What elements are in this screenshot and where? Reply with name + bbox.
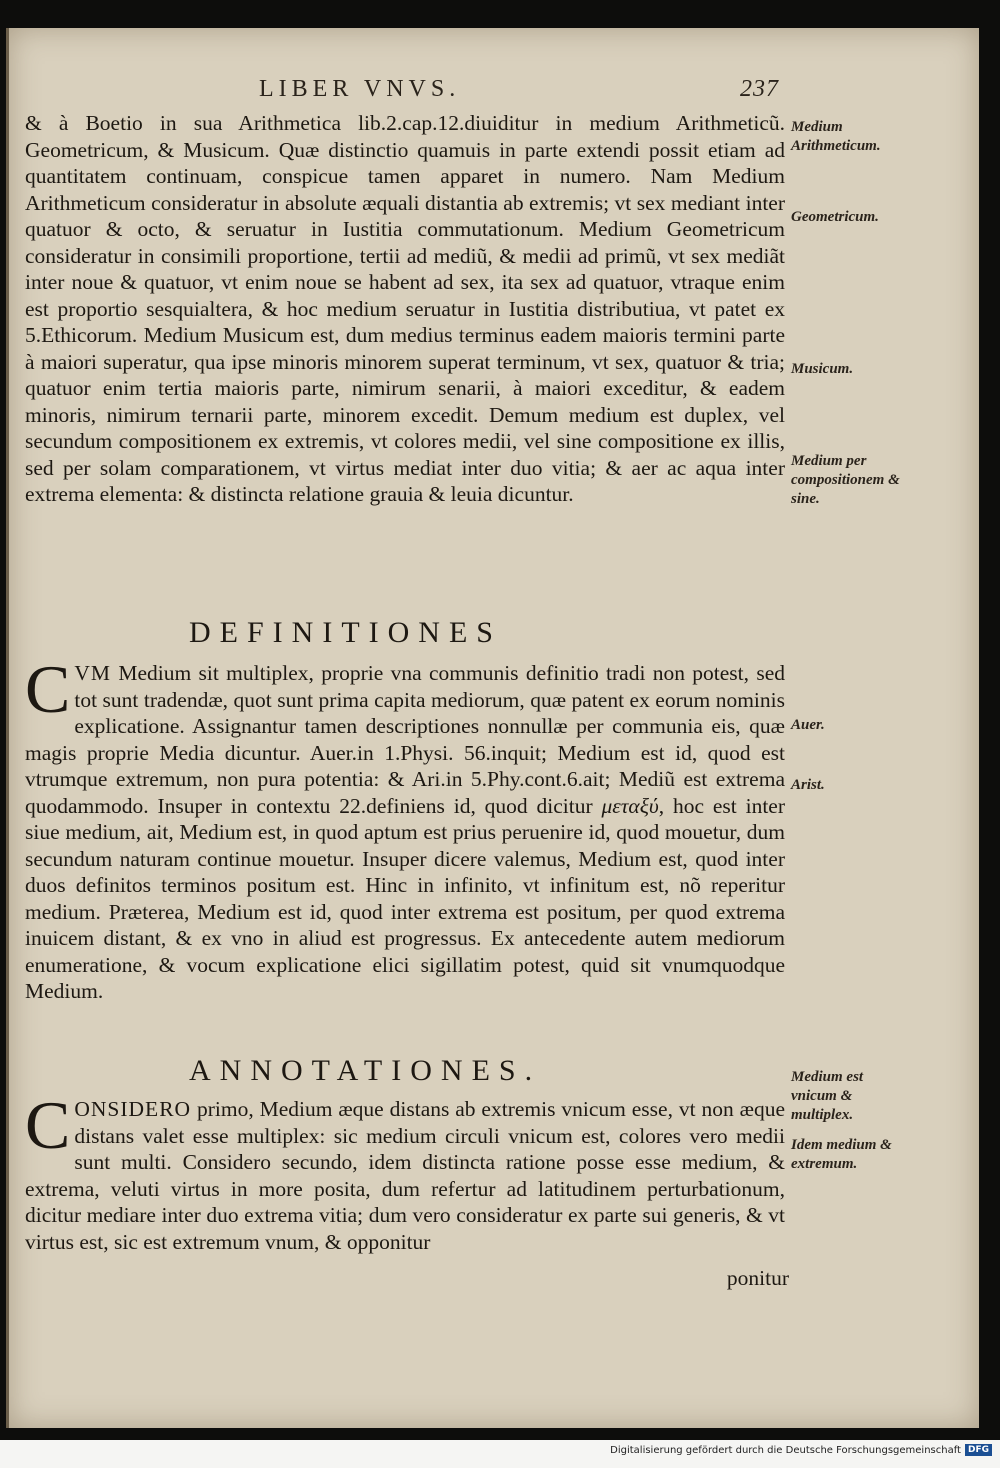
margin-note-musicum: Musicum.: [791, 361, 854, 377]
small-caps-opening: ONSIDERO: [74, 1097, 192, 1121]
margin-note-compositio: Medium per compositionem & sine.: [791, 453, 900, 507]
margin-note-auer: Auer.: [791, 717, 825, 733]
paragraph-annotationes: [25, 1087, 785, 1255]
margin-note-arithmeticum: Medium Arithmeticum.: [791, 119, 881, 154]
margin-note-geometricum: Geometricum.: [791, 209, 879, 225]
running-head-title: LIBER VNVS.: [259, 76, 461, 102]
heading-definitiones: DEFINITIONES: [189, 616, 502, 649]
greek-word: μεταξύ: [601, 793, 659, 818]
margin-note-arist: Arist.: [791, 777, 825, 793]
definitiones-text-b: , hoc est inter siue medium, ait, Medium est, in quod aptum est prius peruenire id, quod mouetur, dum secundum naturam continue mouetur. Insuper dicere valemus, Medium est, quod inter duos definitos terminos positum est. Hinc in infinito, vt infinitum est, nõ reperitur medium. Præterea, Medium est id, quod inter extrema est positum, per quod extrema inuicem distant, & ex vno in aliud est progressus. Ex antecedente autem mediorum enumeratione, & vocum explicatione elici sigillatim potest, quid sit vnumquodque Medium.: [25, 793, 785, 1003]
drop-cap: C: [25, 651, 71, 727]
book-page: [6, 28, 979, 1428]
running-head: [259, 76, 779, 103]
heading-annotationes: ANNOTATIONES.: [189, 1054, 542, 1087]
margin-note-vnicum-multiplex: Medium est vnicum & multiplex.: [791, 1069, 864, 1123]
catchword: ponitur: [726, 1266, 789, 1290]
definitiones-text-a: Medium sit multiplex, proprie vna communis definitio tradi non potest, sed tot sunt tradendæ, quot sunt prima capita mediorum, quæ patent ex eorum nominis explicatione. Assignantur tamen descriptiones nonnullæ per communia eis, quæ magis proprie Media dicuntur. Auer.in 1.Physi. 56.inquit; Medium est id, quod est vtrumque extremum, non pura potentia: & Ari.in 5.Phy.cont.6.ait; Mediũ est extrema quodammodo. Insuper in contextu 22.definiens id, quod dicitur: [25, 661, 785, 818]
paragraph-medium-divisions: & à Boetio in sua Arithmetica lib.2.cap.12.diuiditur in medium Arithmeticũ. Geometricum, & Musicum. Quæ distinctio quamuis in parte extendi possit etiam ad quantitatem continuam, conspicue tamen apparet in numero. Nam Medium Arithmeticum consideratur in absolute æquali distantia ab extremis; vt sex mediant inter quatuor & octo, & seruatur in Iustitia commutationum. Medium Geometricum consideratur in consimili proportione, tertii ad mediũ, & medii ad primũ, vt sex mediãt inter noue & quatuor, vt enim noue se habent ad sex, ita sex ad quatuor, vtraque enim est proportio sesquialtera, & hoc medium seruatur in Iustitia distributiua, vt patet ex 5.Ethicorum. Medium Musicum est, dum medius terminus eadem maioris termini parte à maiori superatur, qua ipse minoris minorem superat terminum, vt sex, quatuor & tria; quatuor enim tertia maioris parte, nimirum senarii, à maiori exceditur, & eadem minoris, nimirum ternarii parte, minorem excedit. Demum medium est duplex, vel secundum compositionem ex extremis, vt colores medii, vel sine compositione ex illis, sed per solam comparationem, vt virtus mediat inter duo vitia; & aer ac aqua inter extrema elementa: & distincta relatione grauia & leuia dicuntur.: [25, 111, 785, 506]
small-caps-opening: VM: [74, 661, 112, 685]
paragraph-definitiones: [25, 651, 785, 1005]
footer-text: Digitalisierung gefördert durch die Deutsche Forschungsgemeinschaft: [610, 1444, 961, 1456]
drop-cap: C: [25, 1087, 71, 1163]
margin-note-medium-extremum: Idem medium & extremum.: [791, 1137, 892, 1172]
footer-credit: [610, 1444, 992, 1456]
dfg-logo: DFG: [965, 1444, 992, 1456]
annotationes-text: primo, Medium æque distans ab extremis vnicum esse, vt non æque distans valet esse multiplex: sic medium circuli vnicum est, colores vero medii sunt multi. Considero secundo, idem distincta ratione posse esse medium, & extrema, veluti virtus in more posita, dum refertur ad latitudinem perturbationum, dicitur mediare inter duo extrema vitia; dum vero consideratur ex parte sui generis, & vt virtus est, sic est extremum vnum, & opponitur: [25, 1097, 785, 1254]
page-number: 237: [740, 76, 779, 102]
